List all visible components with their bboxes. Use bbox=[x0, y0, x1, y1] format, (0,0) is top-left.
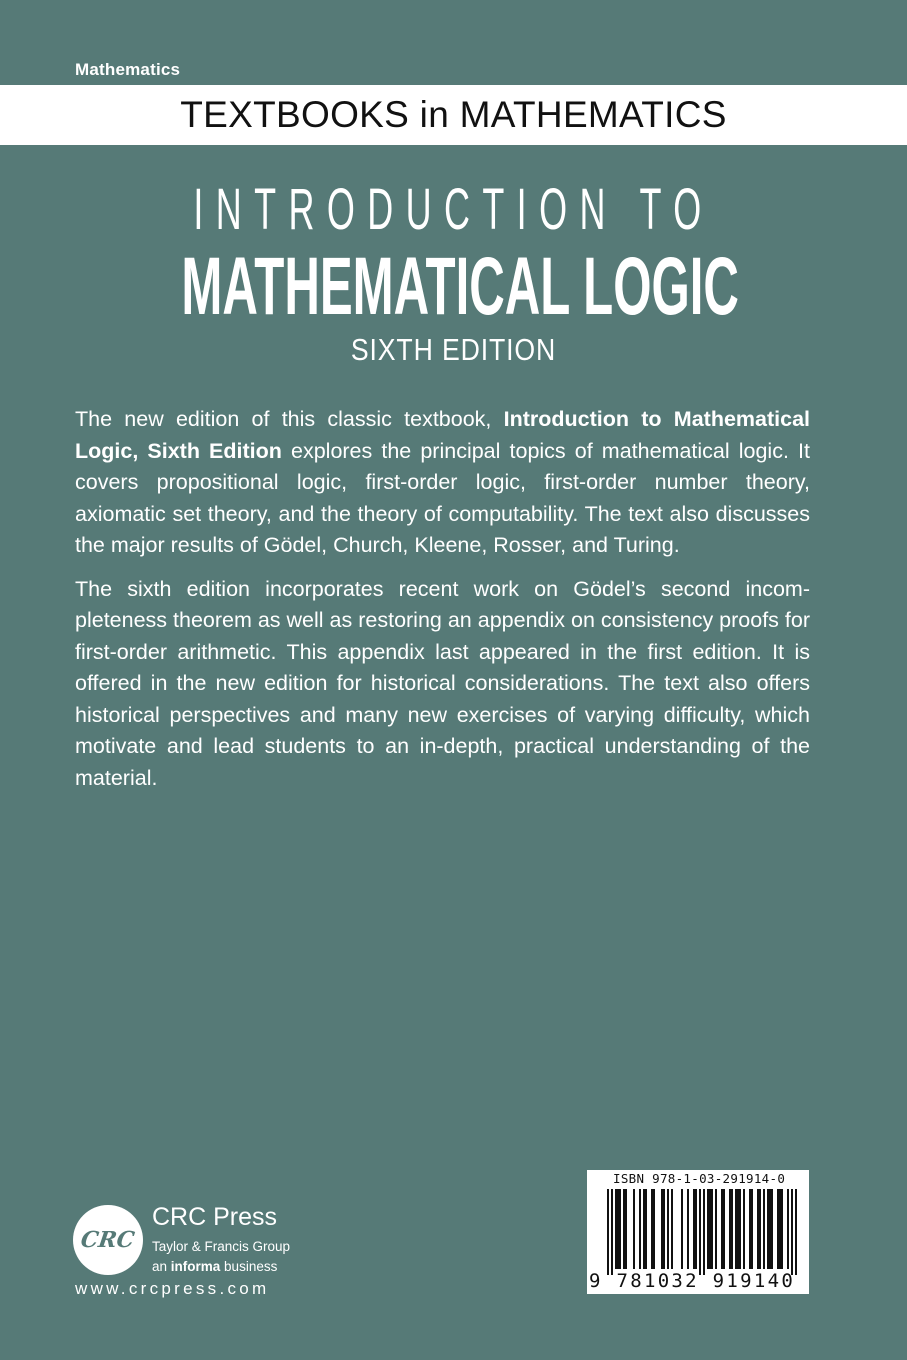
description-paragraph-1 bbox=[75, 404, 810, 562]
barcode-bar bbox=[737, 1189, 739, 1269]
barcode-bar bbox=[721, 1189, 723, 1269]
barcode-bar bbox=[711, 1189, 713, 1269]
publisher-group: Taylor & Francis Group bbox=[152, 1239, 291, 1254]
barcode-bar bbox=[735, 1189, 737, 1269]
barcode-bar bbox=[703, 1189, 705, 1275]
barcode-bar bbox=[699, 1189, 701, 1275]
edition-label: SIXTH EDITION bbox=[350, 332, 557, 367]
informa-prefix: an bbox=[152, 1259, 171, 1274]
barcode-bar bbox=[715, 1189, 717, 1269]
description-book-title: Introduction to Mathematical Logic, Sixth Edition bbox=[75, 407, 811, 463]
barcode-bar bbox=[729, 1189, 731, 1269]
barcode-bar bbox=[615, 1189, 617, 1269]
barcode-bar bbox=[651, 1189, 653, 1269]
barcode-bar bbox=[757, 1189, 759, 1269]
isbn-label: ISBN 978-1-03-291914-0 bbox=[613, 1171, 786, 1186]
barcode-bar bbox=[633, 1189, 635, 1269]
book-title-line2: MATHEMATICAL LOGIC bbox=[181, 241, 739, 332]
barcode-bar bbox=[619, 1189, 621, 1269]
barcode-bar bbox=[643, 1189, 645, 1269]
informa-suffix: business bbox=[220, 1259, 278, 1274]
barcode-bar bbox=[759, 1189, 761, 1269]
barcode-bar bbox=[709, 1189, 711, 1269]
isbn-barcode bbox=[587, 1170, 809, 1294]
barcode-bar bbox=[795, 1189, 797, 1275]
series-title: TEXTBOOKS in MATHEMATICS bbox=[180, 94, 727, 135]
barcode-bar bbox=[731, 1189, 733, 1269]
barcode-bar bbox=[771, 1189, 773, 1269]
category-label: Mathematics bbox=[75, 60, 181, 79]
barcode-bar bbox=[645, 1189, 647, 1269]
barcode-bar bbox=[667, 1189, 669, 1269]
barcode-bar bbox=[639, 1189, 641, 1269]
barcode-bar bbox=[623, 1189, 625, 1269]
barcode-bar bbox=[743, 1189, 745, 1269]
barcode-bar bbox=[769, 1189, 771, 1269]
barcode-bar bbox=[791, 1189, 793, 1275]
barcode-bar bbox=[779, 1189, 781, 1269]
barcode-bar bbox=[687, 1189, 689, 1269]
barcode-bar bbox=[661, 1189, 663, 1269]
barcode-bar bbox=[611, 1189, 613, 1275]
barcode-digits: 9 781032 919140 bbox=[589, 1270, 796, 1292]
description bbox=[75, 404, 810, 806]
barcode-bar bbox=[723, 1189, 725, 1269]
barcode-bar bbox=[763, 1189, 765, 1269]
barcode-bar bbox=[607, 1189, 609, 1275]
barcode-bar bbox=[767, 1189, 769, 1269]
description-paragraph-2: The sixth edition incorporates recent work on Gödel’s second incompleteness theorem as well as restoring an appendix on consistency proofs for first-order arithmetic. This appendix last appeared in the first edition. It is offered in the new edition for historical considerations. The text also offers historical perspectives and many new exercises of varying difficulty, which motivate and lead students to an in-depth, practical understanding of the material. bbox=[75, 576, 810, 790]
crc-logo-icon bbox=[73, 1205, 143, 1275]
barcode-bar bbox=[653, 1189, 655, 1269]
description-intro: The new edition of this classic textbook, bbox=[75, 407, 504, 431]
barcode-bar bbox=[749, 1189, 751, 1269]
barcode-bar bbox=[693, 1189, 695, 1269]
book-title-line1: INTRODUCTION TO bbox=[193, 177, 714, 242]
barcode-bar bbox=[625, 1189, 627, 1269]
informa-bold: informa bbox=[170, 1259, 221, 1274]
barcode-bar bbox=[751, 1189, 753, 1269]
barcode-bar bbox=[681, 1189, 683, 1269]
barcode-bar bbox=[787, 1189, 789, 1269]
barcode-bar bbox=[617, 1189, 619, 1269]
publisher-website: www.crcpress.com bbox=[75, 1279, 270, 1298]
crc-logo-mark: CRC bbox=[79, 1227, 137, 1253]
barcode-bar bbox=[695, 1189, 697, 1269]
barcode-bar bbox=[707, 1189, 709, 1269]
barcode-bar bbox=[739, 1189, 741, 1269]
barcode-bar bbox=[671, 1189, 673, 1269]
publisher-informa bbox=[152, 1259, 277, 1274]
barcode-bar bbox=[777, 1189, 779, 1269]
barcode-bar bbox=[663, 1189, 665, 1269]
barcode-bar bbox=[781, 1189, 783, 1269]
series-band bbox=[0, 85, 907, 145]
publisher-name: CRC Press bbox=[152, 1203, 278, 1231]
description-rest: explores the principal topics of mathematical logic. It covers propositional logic, first-order logic, first-order number theory, axiomatic set theory, and the theory of computability. The text also discusses the major results of Gödel, Church, Kleene, Rosser, and Turing. bbox=[75, 438, 810, 557]
